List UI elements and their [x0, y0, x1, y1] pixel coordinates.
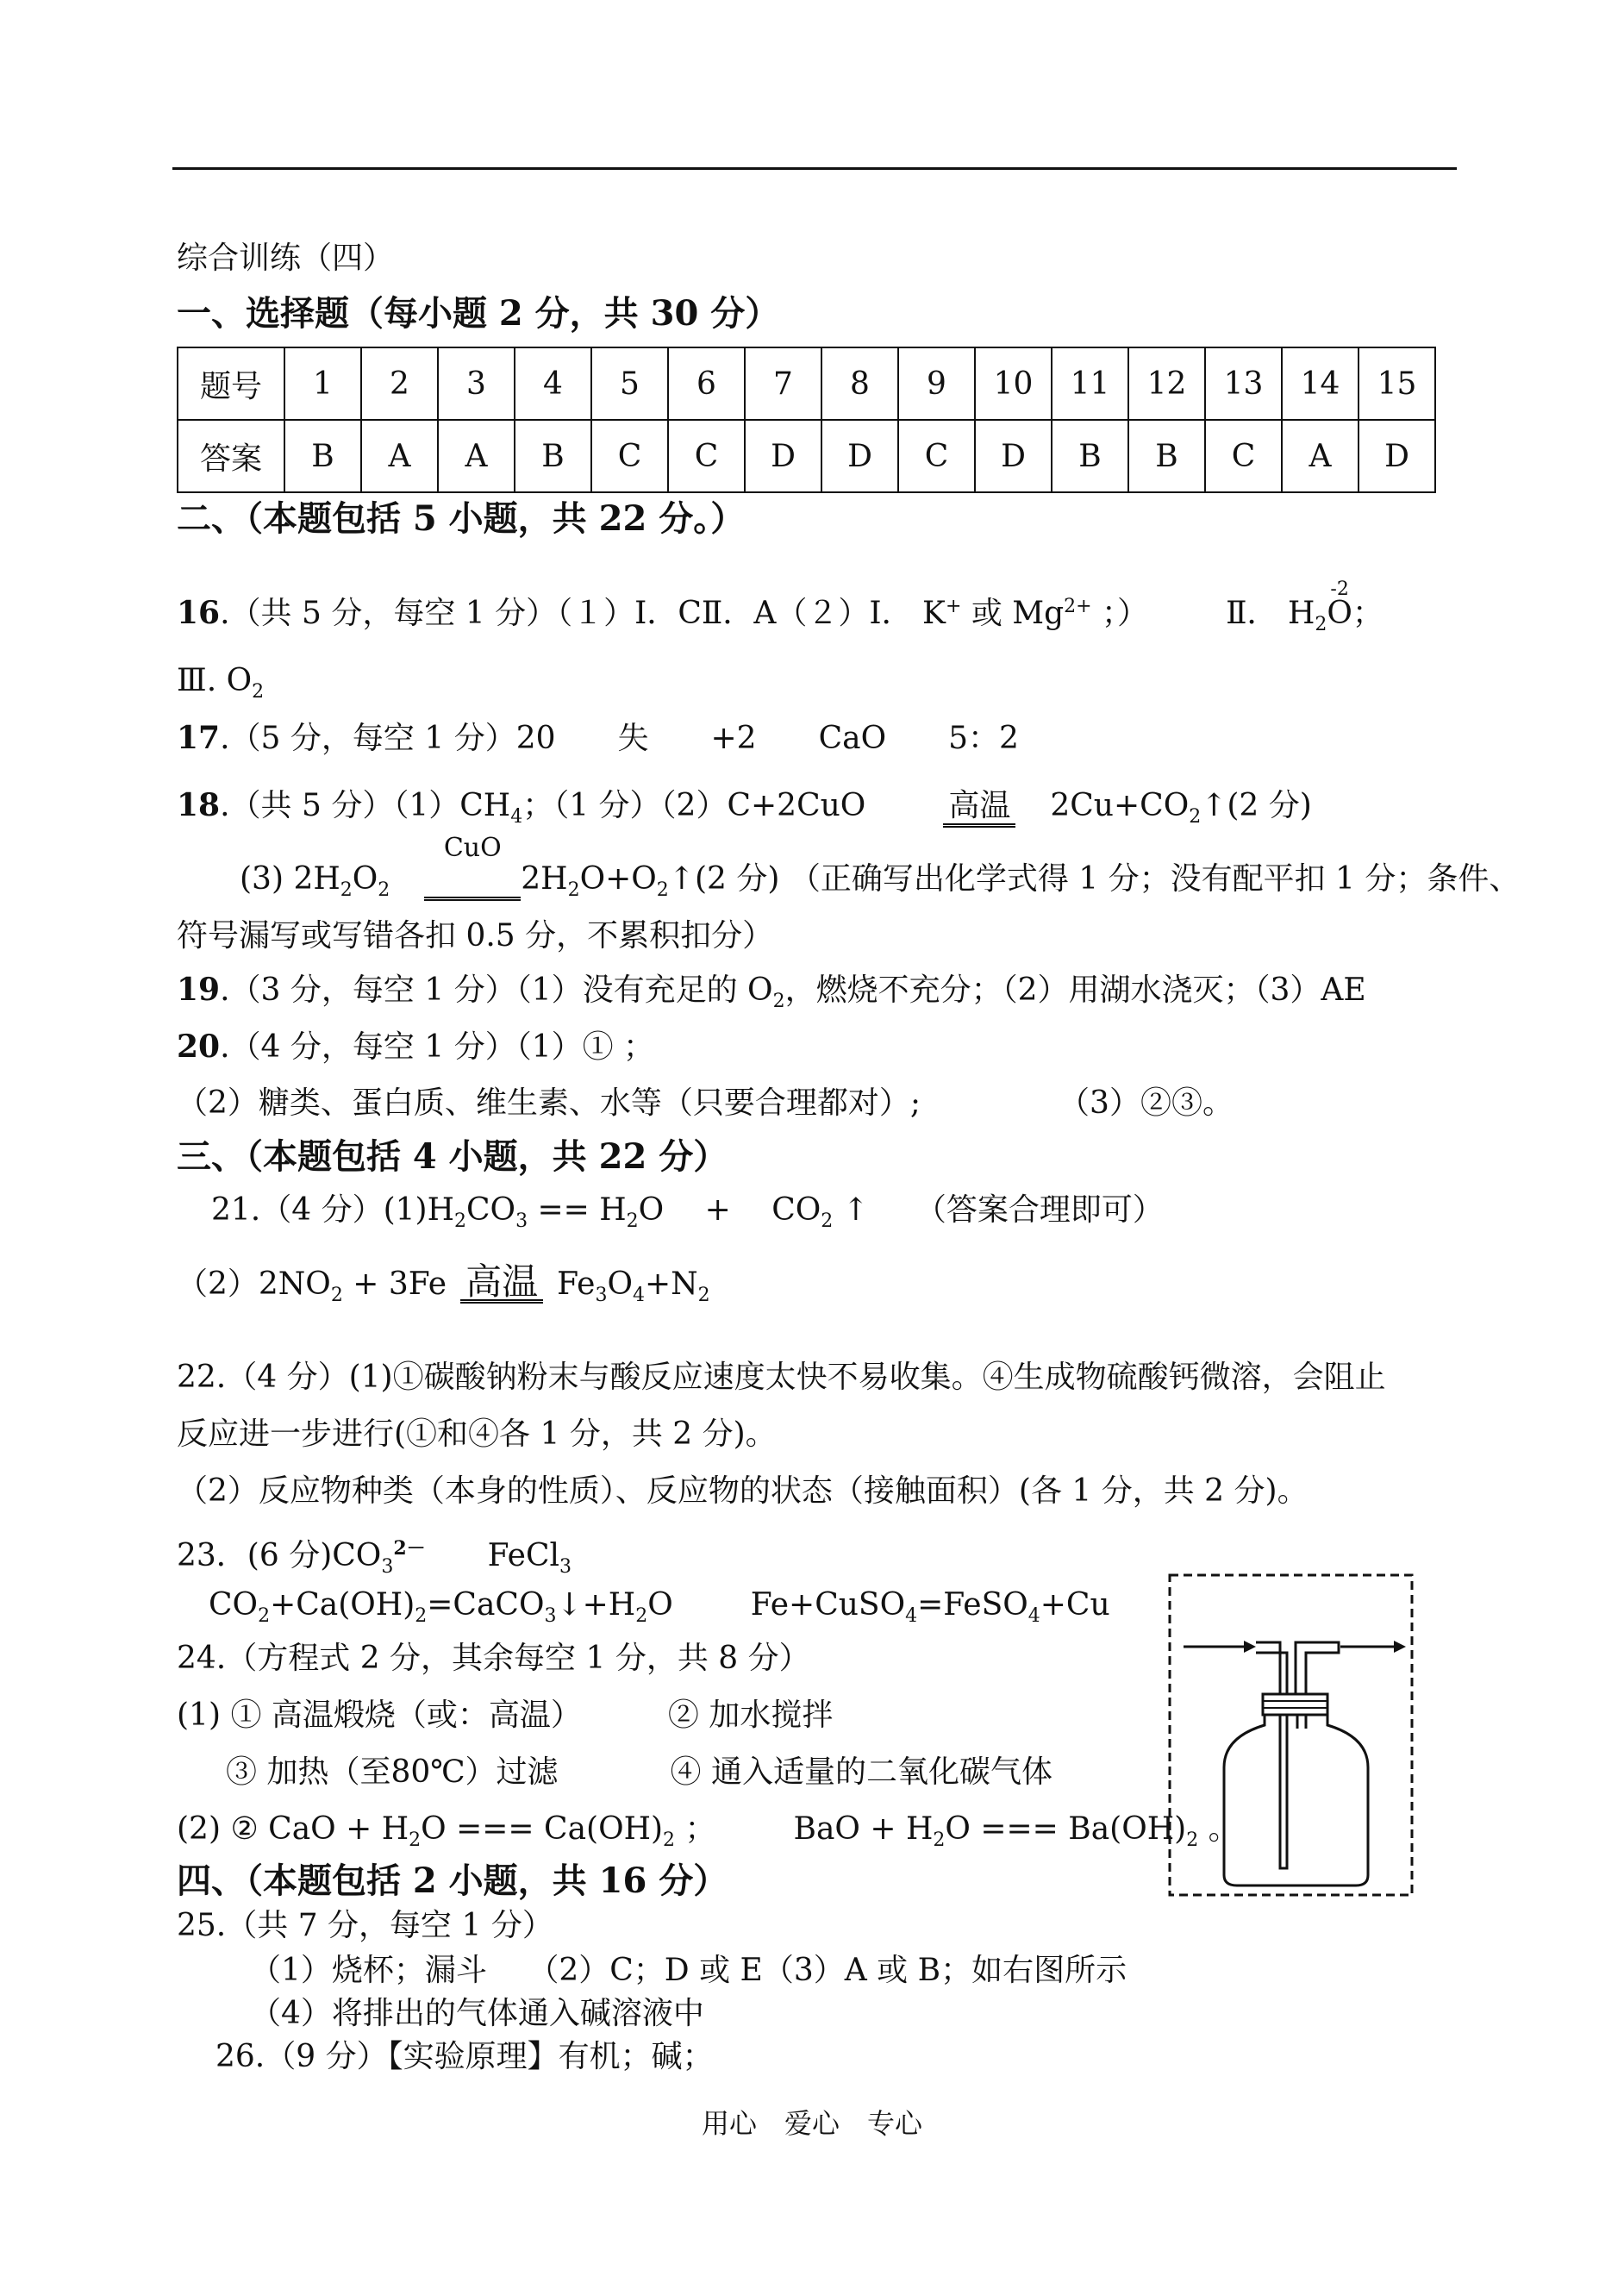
- q18-b: ；（1 分）（2）C+2CuO: [522, 788, 866, 823]
- section1-heading: 一、选择题（每小题 2 分，共 30 分）: [177, 293, 780, 334]
- q23-b-sub: 3: [559, 1556, 572, 1579]
- q16-line2-text: Ⅲ. O: [177, 663, 253, 698]
- q22-line2: 反应进一步进行(①和④各 1 分，共 2 分)。: [177, 1416, 777, 1452]
- q23-a-sub: 3: [381, 1556, 394, 1579]
- q24-line3: [226, 1752, 1052, 1793]
- q21-b-sub: 3: [515, 1210, 528, 1233]
- q20-number: 20: [177, 1029, 221, 1065]
- q18-l2b: 2H: [521, 861, 568, 897]
- q19-a: .（3 分，每空 1 分）（1）没有充足的 O: [220, 972, 773, 1008]
- q21-l2d-sub: 4: [632, 1285, 645, 1307]
- q16-text: .（共 5 分，每空 1 分）（１）Ⅰ．CⅡ．A（２）Ⅰ． K: [220, 596, 946, 631]
- q18-line3: 符号漏写或写错各扣 0.5 分，不累积扣分）: [177, 918, 774, 954]
- q16-line2: [177, 660, 264, 713]
- q25-line2: （1）烧杯；漏斗 （2）C；D 或 E（3）A 或 B；如右图所示: [250, 1953, 1127, 1988]
- q24-line4: [177, 1809, 1240, 1861]
- q18-a: .（共 5 分）（1）CH: [220, 788, 511, 823]
- q21-e: ↑ （答案合理即可）: [833, 1192, 1164, 1228]
- q23-l2e: O: [647, 1587, 673, 1623]
- q18-a-sub: 4: [510, 806, 523, 829]
- page-title: 综合训练（四）: [177, 241, 395, 276]
- q24-l4f: 。: [1198, 1811, 1240, 1847]
- q18-l2c-sub: 2: [656, 879, 669, 902]
- q20-l2a: （2）糖类、蛋白质、维生素、水等（只要合理都对）;: [177, 1085, 921, 1121]
- table-cell: D: [821, 420, 898, 492]
- q21-a-sub: 2: [454, 1210, 466, 1233]
- q19-b: ，燃烧不充分；（2）用湖水浇灭；（3）AE: [784, 972, 1366, 1008]
- q23-a: 23．(6 分)CO: [177, 1538, 382, 1573]
- q17-line: [177, 717, 1019, 760]
- q24-l4b: O === Ca(OH): [421, 1811, 664, 1847]
- q18-c: 2Cu+CO: [1050, 788, 1190, 823]
- q23-l2g: =FeSO: [917, 1587, 1028, 1623]
- q24-line2: [177, 1695, 833, 1736]
- q19-a-sub: 2: [772, 991, 785, 1013]
- q17-text: .（5 分，每空 1 分）20 失 +2 CaO 5：2: [220, 721, 1019, 756]
- q21-d-sub: 2: [821, 1210, 834, 1233]
- answer-table: [177, 347, 1436, 493]
- q21-line2: [177, 1260, 710, 1316]
- q23-l2c: =CaCO: [427, 1587, 545, 1623]
- row-label-answer: 答案: [178, 420, 284, 492]
- q23-l2h: +Cu: [1040, 1587, 1110, 1623]
- q20-line1: [177, 1026, 654, 1068]
- q23-l2a: CO: [209, 1587, 259, 1623]
- q22-line1: 22.（4 分）(1)①碳酸钠粉末与酸反应速度太快不易收集。④生成物硫酸钙微溶，会阻止: [177, 1360, 1386, 1395]
- section3-heading: 三、（本题包括 4 小题，共 22 分）: [177, 1136, 728, 1177]
- q18-l2b-sub: 2: [567, 879, 580, 902]
- q23-line2: [209, 1585, 1110, 1637]
- q20-a: .（4 分，每空 1 分）（1）① ；: [220, 1029, 655, 1065]
- q23-a-sup: 2－: [393, 1537, 426, 1560]
- q23-l2g-sub: 4: [1027, 1605, 1040, 1628]
- q23-l2b-sub: 2: [415, 1605, 428, 1628]
- table-cell: B: [1128, 420, 1205, 492]
- table-cell: 5: [591, 347, 668, 420]
- q16-sub: 2: [1315, 614, 1327, 636]
- q18-condition-cuo: [424, 833, 521, 901]
- q16-o: O: [1327, 596, 1352, 631]
- q24-l4d-sub: 2: [933, 1829, 946, 1852]
- q25-line1: 25.（共 7 分，每空 1 分）: [177, 1908, 553, 1943]
- q18-cond2: CuO: [443, 833, 502, 863]
- q18-l2a-sub1: 2: [340, 879, 353, 902]
- q18-c-sub: 2: [1189, 806, 1202, 829]
- q18-condition-high-temp: 高温: [943, 789, 1015, 828]
- q21-l2e-sub: 2: [697, 1285, 710, 1307]
- q24-l4b-sub: 2: [663, 1829, 676, 1852]
- q16-ii: Ⅱ． H: [1226, 596, 1315, 631]
- table-cell: 6: [668, 347, 745, 420]
- table-cell: 3: [438, 347, 515, 420]
- table-row-numbers: [178, 347, 1435, 420]
- q18-number: 18: [177, 787, 221, 823]
- q16-semi: ；）: [1091, 596, 1149, 631]
- q18-line2: [240, 833, 1521, 911]
- table-cell: 12: [1128, 347, 1205, 420]
- q22-line3: （2）反应物种类（本身的性质）、反应物的状态（接触面积）(各 1 分，共 2 分)。: [177, 1473, 1309, 1509]
- q21-l2c: Fe: [557, 1266, 596, 1302]
- q24-l4a-sub: 2: [409, 1829, 422, 1852]
- q16-mg-charge: 2+: [1064, 596, 1092, 617]
- q20-l2b: （3）②③。: [1059, 1085, 1234, 1121]
- table-cell: 11: [1052, 347, 1128, 420]
- page-footer: 用心 爱心 专心: [701, 2107, 922, 2140]
- q21-c: == H: [528, 1192, 627, 1228]
- q24-l4a: (2) ② CaO + H: [177, 1811, 409, 1847]
- q18-line1: [177, 785, 1312, 838]
- q17-number: 17: [177, 720, 221, 756]
- table-cell: B: [515, 420, 591, 492]
- q23-l2d-sub: 2: [635, 1605, 648, 1628]
- q18-l2a: (3) 2H: [240, 861, 340, 897]
- table-cell: B: [1052, 420, 1128, 492]
- q19-line: [177, 969, 1366, 1022]
- q21-condition-high-temp: 高温: [460, 1265, 543, 1304]
- header-rule: [172, 167, 1457, 170]
- table-cell: 4: [515, 347, 591, 420]
- table-cell: C: [898, 420, 975, 492]
- q24-l2a: (1) ① 高温煅烧（或：高温）: [177, 1698, 582, 1733]
- table-cell: C: [668, 420, 745, 492]
- gas-bottle-diagram: [1168, 1573, 1414, 1897]
- table-cell: D: [1359, 420, 1435, 492]
- q20-line2: [177, 1083, 1234, 1124]
- q21-c-sub: 2: [626, 1210, 639, 1233]
- q23-l2b: +Ca(OH): [270, 1587, 415, 1623]
- q24-l4c: ；: [675, 1811, 716, 1847]
- q21-d: O + CO: [638, 1192, 821, 1228]
- table-cell: D: [745, 420, 821, 492]
- q21-a: 21.（4 分）(1)H: [211, 1192, 454, 1228]
- q23-l2f: Fe+CuSO: [750, 1587, 906, 1623]
- table-cell: 10: [975, 347, 1052, 420]
- table-cell: B: [284, 420, 361, 492]
- q21-b: CO: [466, 1192, 516, 1228]
- table-cell: A: [1282, 420, 1359, 492]
- q21-l2c-sub: 3: [595, 1285, 608, 1307]
- q21-line1: [211, 1190, 1164, 1242]
- q16-oxygen-valence: [1327, 578, 1352, 635]
- section4-heading: 四、（本题包括 2 小题，共 16 分）: [177, 1860, 728, 1901]
- table-cell: 8: [821, 347, 898, 420]
- q16-end: ；: [1352, 596, 1384, 631]
- table-cell: 13: [1205, 347, 1282, 420]
- q24-l4e: O === Ba(OH): [945, 1811, 1187, 1847]
- q24-l2b: ② 加水搅拌: [667, 1698, 834, 1733]
- q24-l3b: ④ 通入适量的二氧化碳气体: [670, 1754, 1052, 1790]
- q21-l2a: （2）2NO: [177, 1266, 331, 1302]
- q18-l2c: O+O: [579, 861, 657, 897]
- table-row-answers: [178, 420, 1435, 492]
- table-cell: 7: [745, 347, 821, 420]
- table-cell: 1: [284, 347, 361, 420]
- q16-charge: -2: [1330, 578, 1349, 600]
- row-label-number: 题号: [178, 347, 284, 420]
- q23-l2a-sub: 2: [258, 1605, 271, 1628]
- q18-l2a-o: O: [352, 861, 378, 897]
- table-cell: D: [975, 420, 1052, 492]
- q23-line1: [177, 1528, 572, 1588]
- q21-l2a-sub: 2: [330, 1285, 343, 1307]
- q21-l2e: +N: [644, 1266, 698, 1302]
- q24-l4e-sub: 2: [1186, 1829, 1199, 1852]
- section2-heading: 二、（本题包括 5 小题，共 22 分。）: [177, 498, 746, 539]
- q16-line2-sub: 2: [252, 681, 265, 704]
- q19-number: 19: [177, 972, 221, 1008]
- q21-l2b: + 3Fe: [342, 1266, 447, 1302]
- q23-l2c-sub: 3: [544, 1605, 557, 1628]
- q21-l2d: O: [607, 1266, 633, 1302]
- q16-number: 16: [177, 595, 221, 631]
- q16-or: 或 Mg: [961, 596, 1065, 631]
- q16-kplus: +: [945, 596, 962, 617]
- q18-l2a-sub2: 2: [378, 879, 390, 902]
- q24-line1: 24.（方程式 2 分，其余每空 1 分，共 8 分）: [177, 1641, 810, 1676]
- q23-b: FeCl: [425, 1538, 559, 1573]
- q26-line1: 26.（9 分）【实验原理】有机；碱；: [215, 2039, 714, 2074]
- q16-line1: [177, 578, 1384, 646]
- table-cell: 15: [1359, 347, 1435, 420]
- table-cell: 9: [898, 347, 975, 420]
- table-cell: 2: [361, 347, 438, 420]
- table-cell: A: [438, 420, 515, 492]
- q23-l2f-sub: 4: [905, 1605, 918, 1628]
- q25-line3: （4）将排出的气体通入碱溶液中: [250, 1996, 704, 2031]
- table-cell: C: [1205, 420, 1282, 492]
- table-cell: C: [591, 420, 668, 492]
- q24-l3a: ③ 加热（至80℃）过滤: [226, 1754, 559, 1790]
- table-cell: A: [361, 420, 438, 492]
- q18-d: ↑(2 分): [1201, 788, 1312, 823]
- table-cell: 14: [1282, 347, 1359, 420]
- q24-l4d: BaO + H: [793, 1811, 934, 1847]
- q23-l2d: ↓+H: [556, 1587, 636, 1623]
- q18-l2d: ↑(2 分) （正确写出化学式得 1 分；没有配平扣 1 分；条件、: [668, 861, 1521, 897]
